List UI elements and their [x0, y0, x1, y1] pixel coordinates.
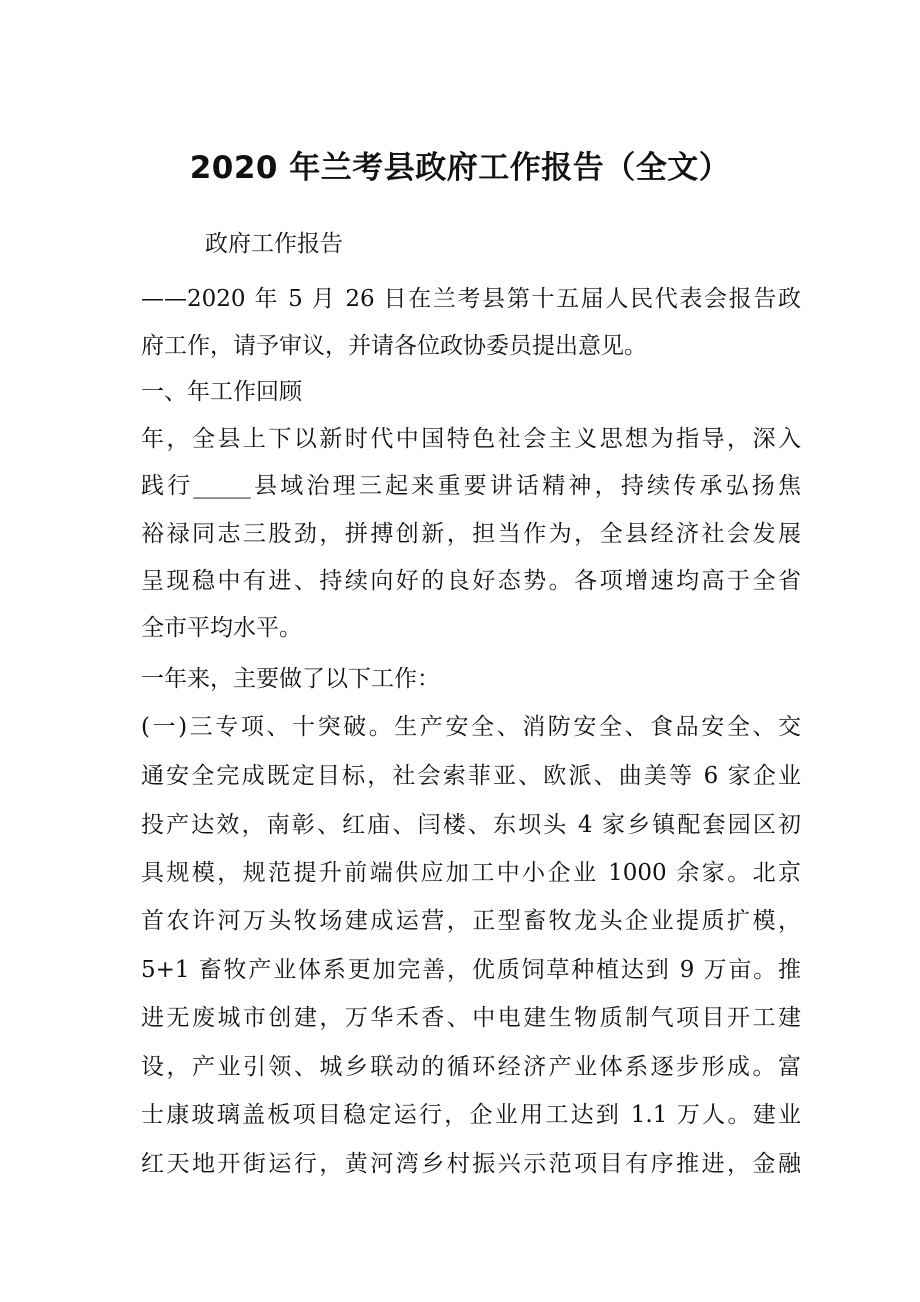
body-line: 首农许河万头牧场建成运营，正型畜牧龙头企业提质扩模， — [141, 908, 801, 934]
body-line: 进无废城市创建，万华禾香、中电建生物质制气项目开工建 — [141, 1005, 801, 1031]
body-line: 士康玻璃盖板项目稳定运行，企业用工达到 1.1 万人。建业 — [141, 1102, 801, 1128]
body-line: 设，产业引领、城乡联动的循环经济产业体系逐步形成。富 — [141, 1054, 801, 1080]
body-line: ——2020 年 5 月 26 日在兰考县第十五届人民代表会报告政 — [141, 286, 801, 312]
document-title: 2020 年兰考县政府工作报告（全文） — [189, 150, 731, 186]
section-heading: 一、年工作回顾 — [141, 379, 302, 405]
body-line: 全市平均水平。 — [141, 615, 302, 641]
body-line: 5+1 畜牧产业体系更加完善，优质饲草种植达到 9 万亩。推 — [141, 957, 801, 983]
body-line: 府工作，请予审议，并请各位政协委员提出意见。 — [141, 333, 647, 359]
subtitle-line: 政府工作报告 — [205, 231, 343, 257]
body-line: (一)三专项、十突破。生产安全、消防安全、食品安全、交 — [141, 714, 801, 740]
body-line: 投产达效，南彰、红庙、闫楼、东坝头 4 家乡镇配套园区初 — [141, 812, 801, 838]
body-line: 践行_____县域治理三起来重要讲话精神，持续传承弘扬焦 — [141, 473, 801, 499]
body-line: 呈现稳中有进、持续向好的良好态势。各项增速均高于全省 — [141, 568, 801, 594]
body-line: 年，全县上下以新时代中国特色社会主义思想为指导，深入 — [141, 426, 801, 452]
body-line: 一年来，主要做了以下工作： — [141, 666, 440, 692]
body-line: 具规模，规范提升前端供应加工中小企业 1000 余家。北京 — [141, 860, 801, 886]
body-line: 裕禄同志三股劲，拼搏创新，担当作为，全县经济社会发展 — [141, 521, 801, 547]
body-line: 通安全完成既定目标，社会索菲亚、欧派、曲美等 6 家企业 — [141, 763, 801, 789]
body-line: 红天地开街运行，黄河湾乡村振兴示范项目有序推进，金融 — [141, 1151, 801, 1177]
